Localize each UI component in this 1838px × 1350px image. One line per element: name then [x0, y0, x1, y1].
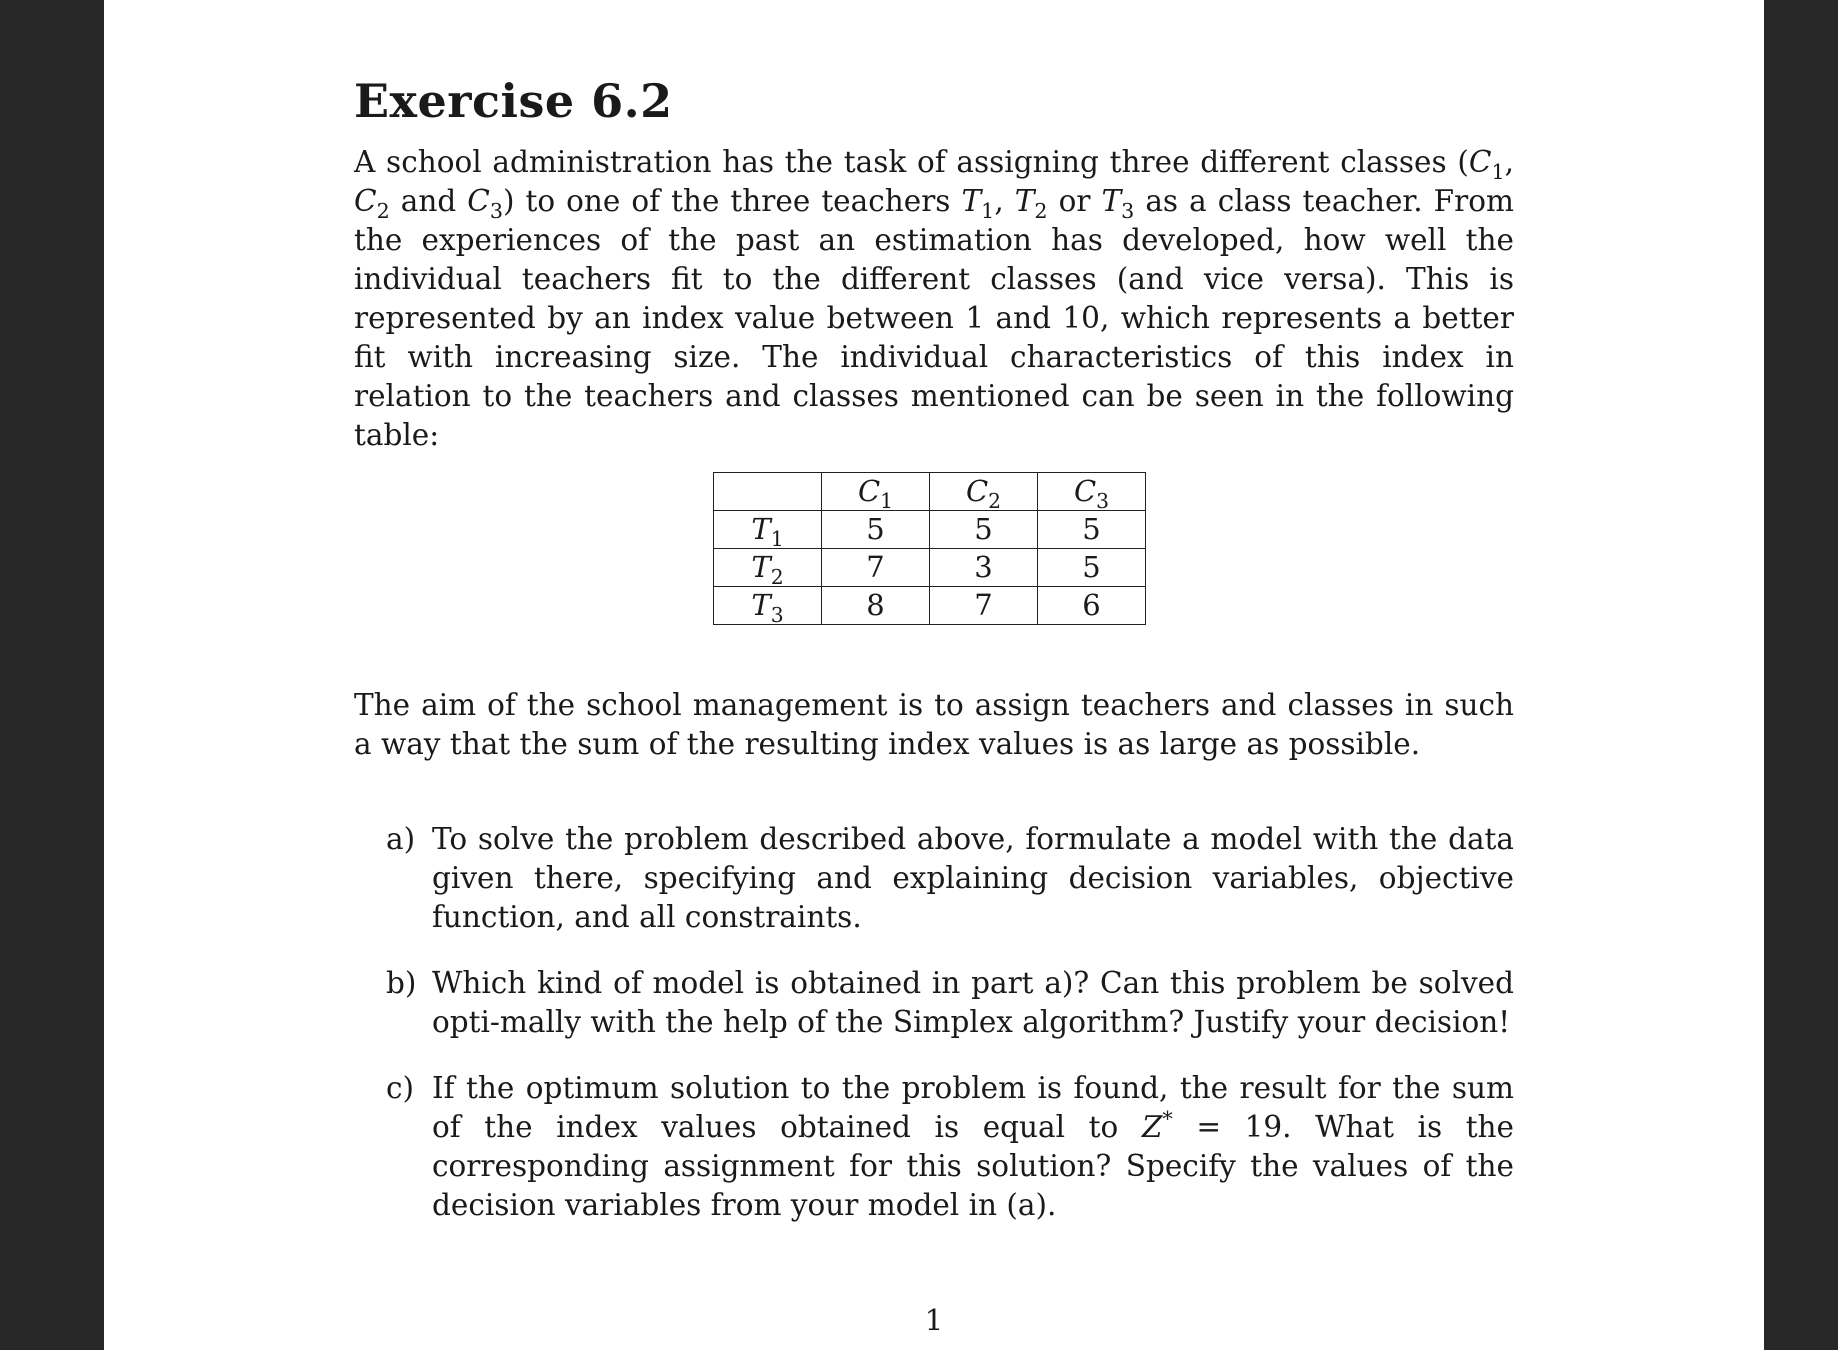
question-text: To solve the problem described above, formulate a model with the data given there, specifying and explaining decision variables, objective function, and all constraints.: [432, 822, 1514, 934]
question-list: [386, 820, 1514, 1252]
table-header-cell: $C_1$: [822, 473, 930, 511]
exercise-title: Exercise 6.2: [354, 74, 673, 128]
question-marker: a): [386, 822, 416, 856]
row-label: $T_1$: [714, 511, 822, 549]
question-item-a: [386, 820, 1514, 937]
table-header-cell: $C_3$: [1038, 473, 1146, 511]
table-cell: 5: [1038, 511, 1146, 549]
table-header-row: [714, 473, 1146, 511]
table-cell: 3: [930, 549, 1038, 587]
table-header-cell: $C_2$: [930, 473, 1038, 511]
row-label: $T_2$: [714, 549, 822, 587]
row-label: $T_3$: [714, 587, 822, 625]
table-cell: 5: [822, 511, 930, 549]
document-page: [104, 0, 1764, 1350]
page-number: 1: [924, 1303, 944, 1337]
table-cell: 8: [822, 587, 930, 625]
table-row: [714, 511, 1146, 549]
table-cell: 5: [1038, 549, 1146, 587]
table-row: [714, 587, 1146, 625]
table-row: [714, 549, 1146, 587]
index-table: [713, 472, 1146, 625]
index-table-container: [713, 472, 1146, 625]
question-item-b: [386, 964, 1514, 1042]
question-marker: c): [386, 1071, 415, 1105]
table-corner-cell: [714, 473, 822, 511]
objective-paragraph: The aim of the school management is to assign teachers and classes in such a way that the sum of the resulting index values is as large as possible.: [354, 688, 1514, 761]
problem-description: A school administration has the task of assigning three different classes ($C_1$, $C_2$ and $C_3$) to one of the three teachers $T_1$, $T_2$ or $T_3$ as a class teacher. From the experiences of the past an estimation has developed, how well the individual teachers fit to the different classes (and vice versa). This is represented by an index value between 1 and 10, which represents a better fit with increasing size. The individual characteristics of this index in relation to the teachers and classes mentioned can be seen in the following table:: [354, 145, 1514, 452]
question-item-c: [386, 1069, 1514, 1225]
table-cell: 5: [930, 511, 1038, 549]
question-marker: b): [386, 966, 417, 1000]
question-text: If the optimum solution to the problem is found, the result for the sum of the index values obtained is equal to Z* = 19. What is the corresponding assignment for this solution? Specify the values of the decision variables from your model in (a).: [432, 1071, 1515, 1222]
table-cell: 6: [1038, 587, 1146, 625]
question-text: Which kind of model is obtained in part a)? Can this problem be solved opti-mally with the help of the Simplex algorithm? Justify your decision!: [432, 966, 1514, 1039]
table-cell: 7: [930, 587, 1038, 625]
table-cell: 7: [822, 549, 930, 587]
